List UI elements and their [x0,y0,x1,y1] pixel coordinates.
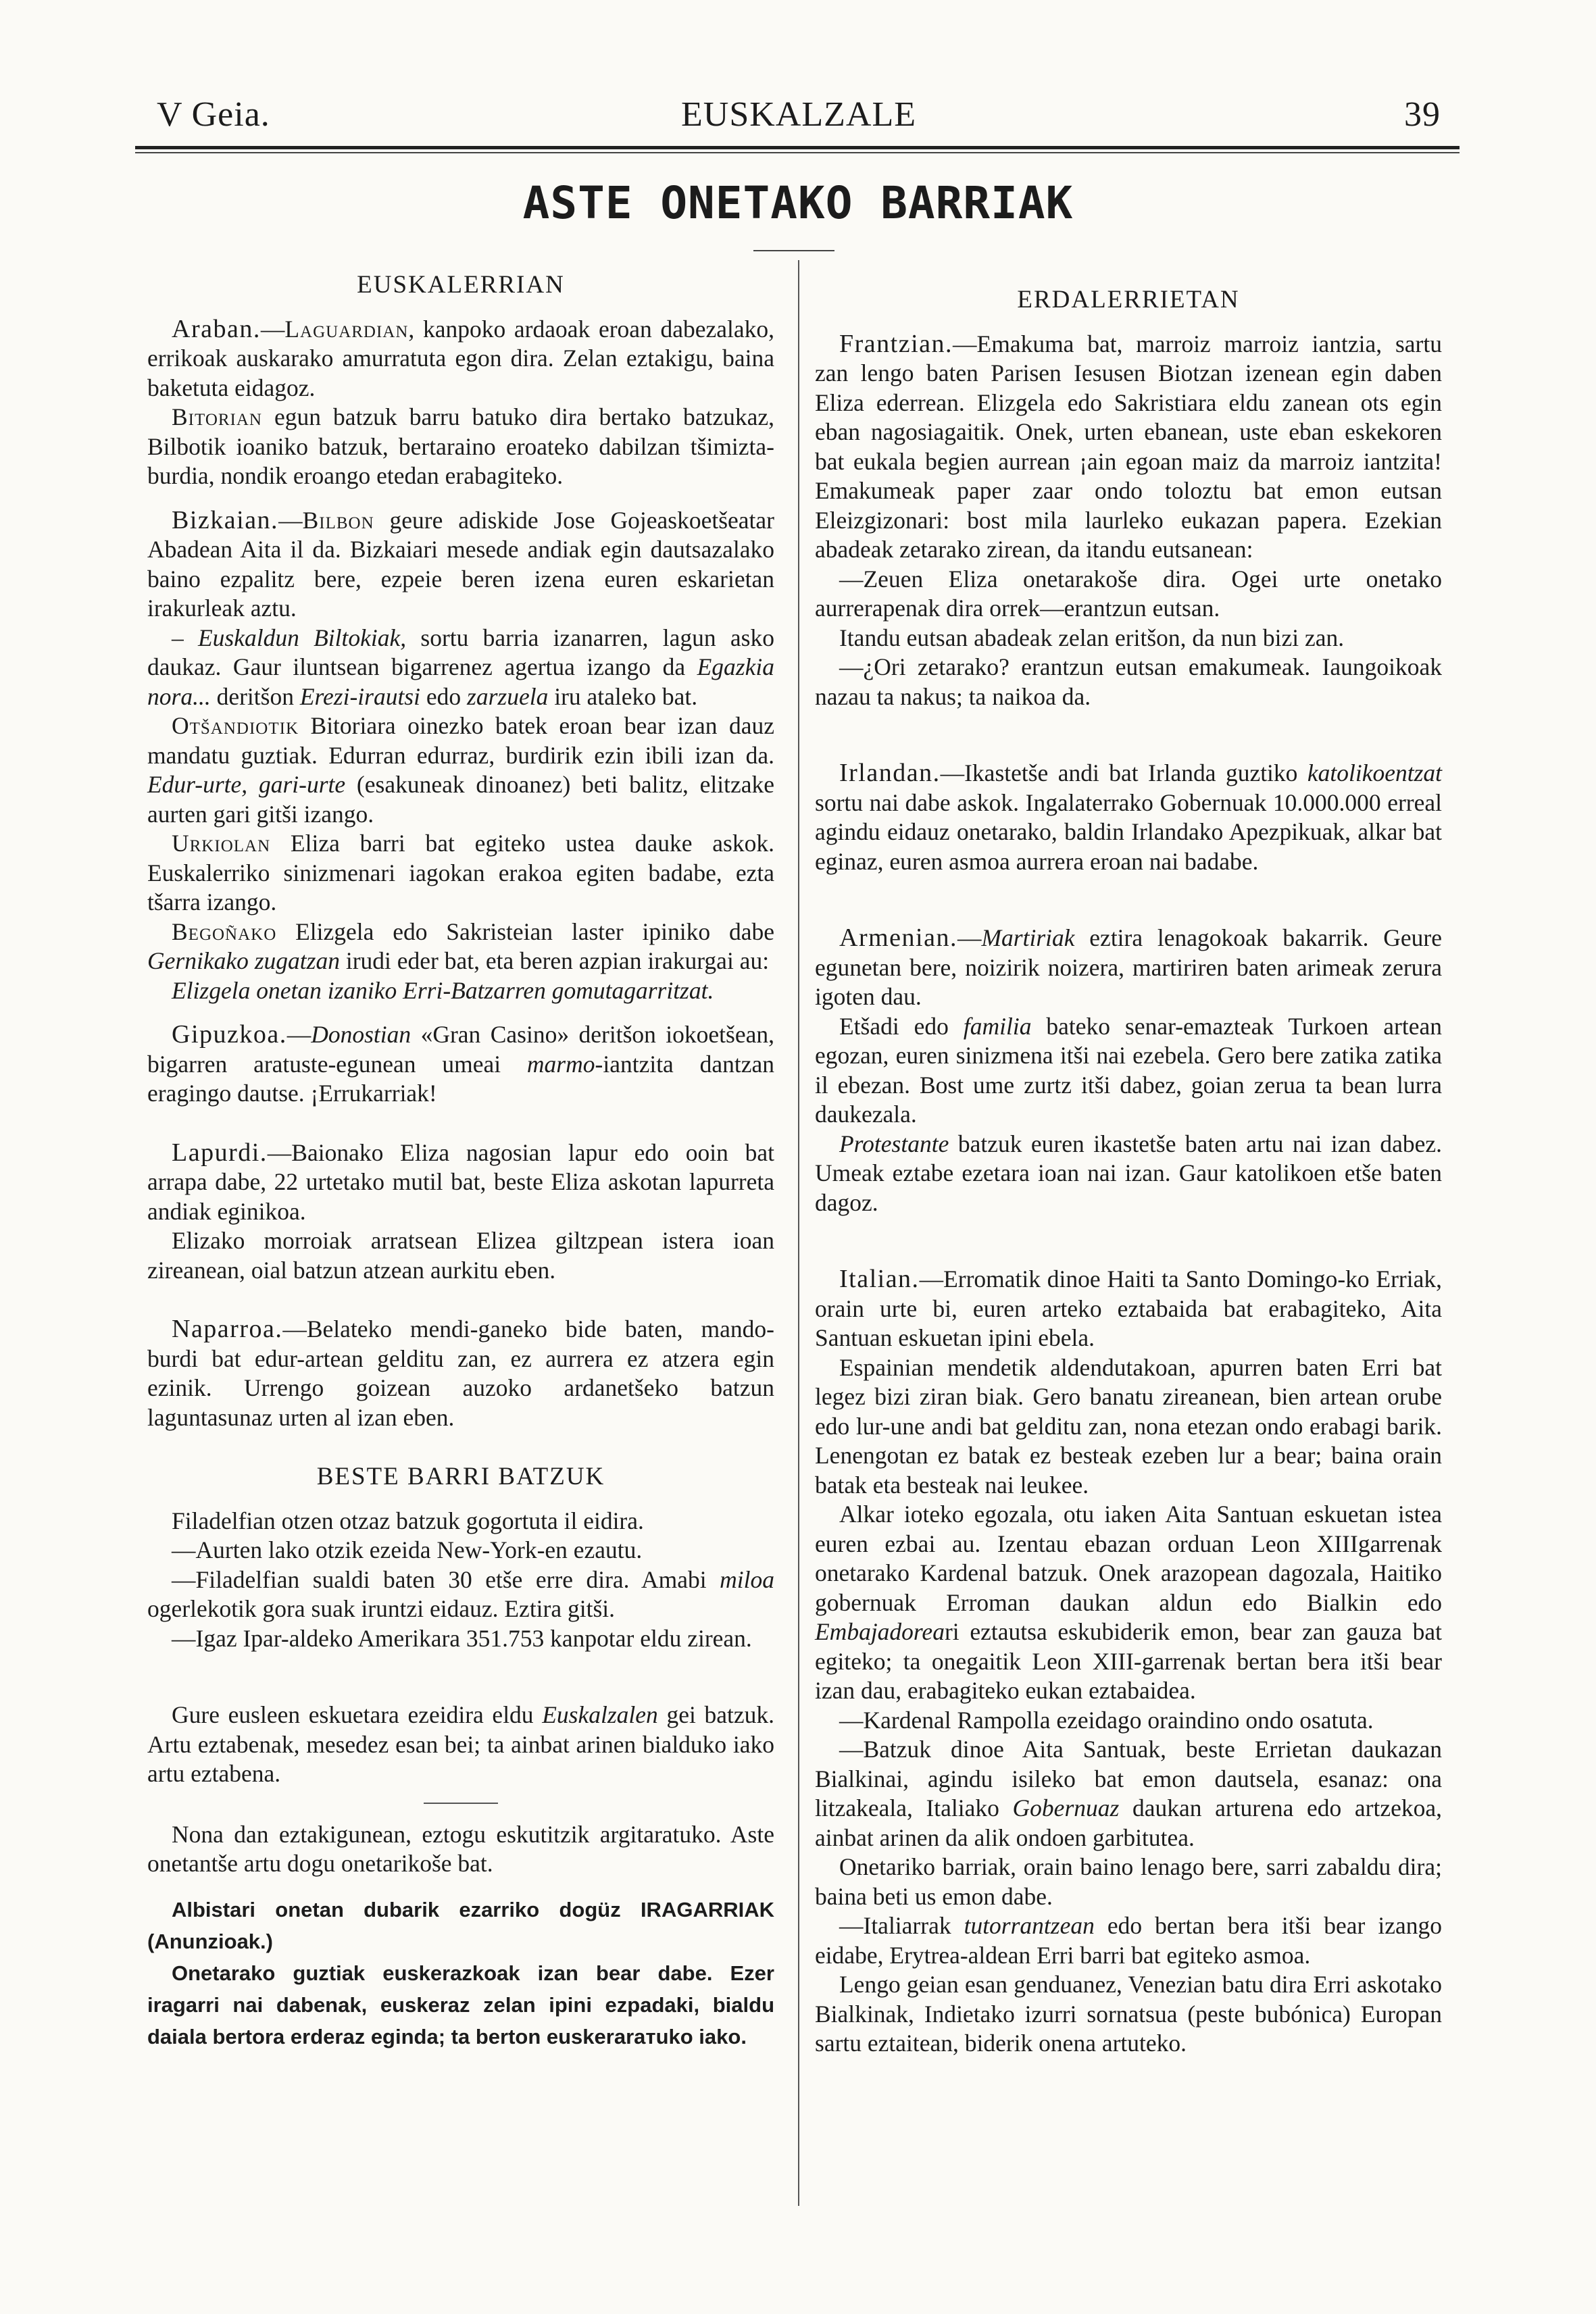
news-item-3: —Filadelfian sualdi baten 30 etše erre dira. Amabi miloa ogerlekotik gora suak iruntzi eidauz. Eztira gitši. [147,1565,774,1622]
paragraph-italia-4: —Kardenal Rampolla ezeidago oraindino ondo osatuta. [839,1706,1374,1734]
header-rule [135,146,1460,149]
news-item-4: —Igaz Ipar-aldeko Amerikara 351.753 kanpotar eldu zirean. [172,1624,752,1652]
page-number: 39 [1404,95,1441,134]
section-heading-euskalerrian: EUSKALERRIAN [357,271,565,299]
notice-euskerazkoak: Onetarako guztiak euskerazkoak izan bear dabe. Ezer iragarri nai dabenak, euskeraz zelan ipini ezpadaki, bialdu daiala bertora erderaz eginda; ta berton euskerarатuko iako. [147,1961,774,2048]
paragraph-frantzia: Frantzian.—Emakuma bat, marroiz marroiz iantzia, sartu zan lengo baten Parisen Iesusen Biotzan izenean egin daben Eliza ederrean. Elizgela edo Sakristiara eldu zanean ots egin eban nagosiagaitik. Onek, urten ebanean, uste eban eskekoren bat eukala begien aurrean ¡ain egoan maiz da marroiz iantzita! Emakumeak paper zaar ondo toloztu bat emon eutsan Eleizgizonari: bost mila laurleko eukazan papera. Ezekian abadeak zetarako zirean, da itandu eutsanean: [815,329,1442,563]
paragraph-naparroa: Naparroa.—Belateko mendi-ganeko bide baten, mando-burdi bat edur-artean gelditu zan, ez aurrera ez atzera egin ezinik. Urrengo goizean auzoko ardanetšeko batzun laguntasunaz urten al izan eben. [147,1315,774,1431]
left-column [147,270,774,2053]
paragraph-otsandio: Otšandiotik Bitoriara oinezko batek eroan bear izan dauz mandatu guztiak. Edurran edurraz, burdirik ezin ibili izan da. Edur-urte, gari-urte (esakuneak dinoanez) beti balitz, elitzake aurten gari gitši izango. [147,712,774,828]
volume-label: V Geia. [157,95,270,134]
paragraph-bitoria: Bitorian egun batzuk barru batuko dira bertako batzukaz, Bilbotik ioaniko batzuk, bertaraino eroateko dabilzan tšimizta-burdia, nondik eroango etedan erabagiteko. [147,403,774,489]
paragraph-armenia: Armenian.—Martiriak eztira lenagokoak bakarrik. Geure egunetan bere, noizirik noizera, martiriren baten arimeak zerura igoten dau. [815,924,1442,1010]
paragraph-eusleen: Gure eusleen eskuetara ezeidira eldu Euskalzalen gei batzuk. Artu eztabenak, mesedez esan bei; ta ainbat arinen bialduko iako artu eztabena. [147,1701,775,1787]
paragraph-italia-6: Onetariko barriak, orain baino lenago bere, sarri zabaldu dira; baina beti us emon dabe. [815,1853,1442,1910]
paragraph-bizkaia: Bizkaian.—Bilbon geure adiskide Jose Gojeaskoetšeatar Abadean Aita il da. Bizkaiari mesede andiak egin dautsazalako baino ezpalitz bere, ezpeie beren izena euren eskarietan irakurleak aztu. [147,505,774,622]
paragraph-lapurdi-2: Elizako morroiak arratsean Elizea giltzpean istera ioan zireanean, oial batzun atzean aurkitu eben. [147,1227,774,1284]
paragraph-italia-5: —Batzuk dinoe Aita Santuak, beste Errietan daukazan Bialkinai, agindu isileko bat emon dautsela, esanaz: ona litzakeala, Italiako Gobernuaz daukan arturena edo artzekoa, ainbat arinen da alik ondoen garbitutea. [815,1736,1442,1851]
title-rule [753,250,834,251]
page-title: ASTE ONETAKO BARRIAK [522,177,1074,229]
paragraph-armenia-2: Etšadi edo familia bateko senar-emazteak Turkoen artean egozan, euren sinizmena itši nai ezebela. Gero bere zatika zatika il ebezan. Bost ume zurtz itši dabez, goian zerua ta bean lurra daukezala. [815,1012,1442,1128]
paragraph-frantzia-2: —Zeuen Eliza onetarakoše dira. Ogei urte onetako aurrerapenak dira orrek—erantzun eutsan. [815,565,1442,622]
paragraph-italia: Italian.—Erromatik dinoe Haiti ta Santo Domingo-ko Erriak, orain urte bi, euren arteko eztabaida bat erabagiteko, Aita Santuan eskuetan ipini ebela. [815,1265,1442,1351]
header-rule-thin [135,152,1460,153]
section-heading-erdalerrietan: ERDALERRIETAN [1017,286,1240,313]
column-divider [798,260,799,2206]
paragraph-irlanda: Irlandan.—Ikastetše andi bat Irlanda guztiko katolikoentzat sortu nai dabe askok. Ingalaterrako Gobernuak 10.000.000 erreal agindu eidauz onetarako, baldin Irlandako Apezpikuak, alkar bat eginaz, euren asmoa aurrera eroan nai badabe. [815,759,1442,875]
paragraph-armenia-3: Protestante batzuk euren ikastetše baten artu nai izan dabez. Umeak eztabe ezetara ioan nai izan. Gaur katolikoen etše baten dagoz. [815,1130,1442,1216]
section-heading-beste-barri: BESTE BARRI BATZUK [316,1463,605,1490]
paragraph-gipuzkoa: Gipuzkoa.—Donostian «Gran Casino» deritšon iokoetšean, bigarren aratuste-egunean umeai marmo-iantzita dantzan eragingo dautse. ¡Errukarriak! [147,1020,775,1107]
inscription-quote: Elizgela onetan izaniko Erri-Batzarren gomutagarritzat. [172,976,714,1004]
paragraph-begona: Begoñako Elizgela edo Sakristeian laster ipiniko dabe Gernikako zugatzan irudi eder bat, eta beren azpian irakurgai au: [147,917,774,974]
paragraph-italia-2: Espainian mendetik aldendutakoan, apurren baten Erri bat legez bizi ziran biak. Gero banatu zireanean, bien artean orube edo lur-une andi bat gelditu zan, nona etezan ondo erabagi barik. Lenengotan ez batak ez besteak ezeben lur a bear; baina orain batak eta besteak nai leukee. [815,1353,1442,1499]
news-item-2: —Aurten lako otzik ezeida New-York-en ezautu. [172,1536,643,1563]
paragraph-italia-8: Lengo geian esan genduanez, Venezian batu dira Erri askotako Bialkinak, Indietako izurri sornatsua (peste bubónica) Europan sartu eztaitean, biderik onena artuteko. [815,1971,1442,2057]
running-header [157,95,1441,142]
paragraph-nona: Nona dan eztakigunean, eztogu eskutitzik argitaratuko. Aste onetantše artu dogu onetarikoše bat. [147,1820,774,1877]
separator-rule [424,1803,498,1804]
paragraph-lapurdi: Lapurdi.—Baionako Eliza nagosian lapur edo ooin bat arrapa dabe, 22 urtetako mutil bat, beste Eliza askotan lapurreta andiak eginikoa. [147,1138,774,1225]
paragraph-araba: Araban.—Laguardian, kanpoko ardaoak eroan dabezalako, errikoak auskarako amurratuta egon dira. Zelan eztakigu, baina baketuta eidagoz. [147,314,774,401]
paragraph-urkiola: Urkiolan Eliza barri bat egiteko ustea dauke askok. Euskalerriko sinizmenari iagokan erakoa egiten badabe, ezta tšarra izango. [147,830,774,915]
paragraph-italia-3: Alkar ioteko egozala, otu iaken Aita Santuan eskuetan istea euren ezbai au. Izentau ebazan orduan Leon XIIIgarrenak onetarako Kardenal batzuk. Onek arazopean dagozala, Haitiko gobernuak Erroman daukan aldun edo Bialkin edo Embajadoreari eztautsa eskubiderik emon, bear zan gauza bat egiteko; ta onegaitik Leon XIII-garrenak bertan bera itši bear izan dau, erabagiteko eukan eztabaidea. [815,1501,1442,1704]
right-column [815,270,1442,2059]
paragraph-frantzia-3: Itandu eutsan abadeak zelan eritšon, da nun bizi zan. [839,624,1345,651]
notice-iragarriak: Albistari onetan dubarik ezarriko dogüz IRAGARRIAK (Anunzioak.) [147,1897,774,1953]
paragraph-frantzia-4: —¿Ori zetarako? erantzun eutsan emakumeak. Iaungoikoak nazau ta nakus; ta naikoa da. [815,653,1442,710]
paragraph-italia-7: —Italiarrak tutorrantzean edo bertan bera itši bear izango eidabe, Erytrea-aldean Erri barri bat egiteko asmoa. [815,1912,1443,1969]
paragraph-biltokiak: – Euskaldun Biltokiak, sortu barria izanarren, lagun asko daukaz. Gaur iluntsean bigarrenez agertua izango da Egazkia nora... deritšon Erezi-irautsi edo zarzuela iru ataleko bat. [147,624,774,710]
publication-title: EUSKALZALE [681,95,916,134]
news-item-1: Filadelfian otzen otzaz batzuk gogortuta il eidira. [172,1507,644,1534]
